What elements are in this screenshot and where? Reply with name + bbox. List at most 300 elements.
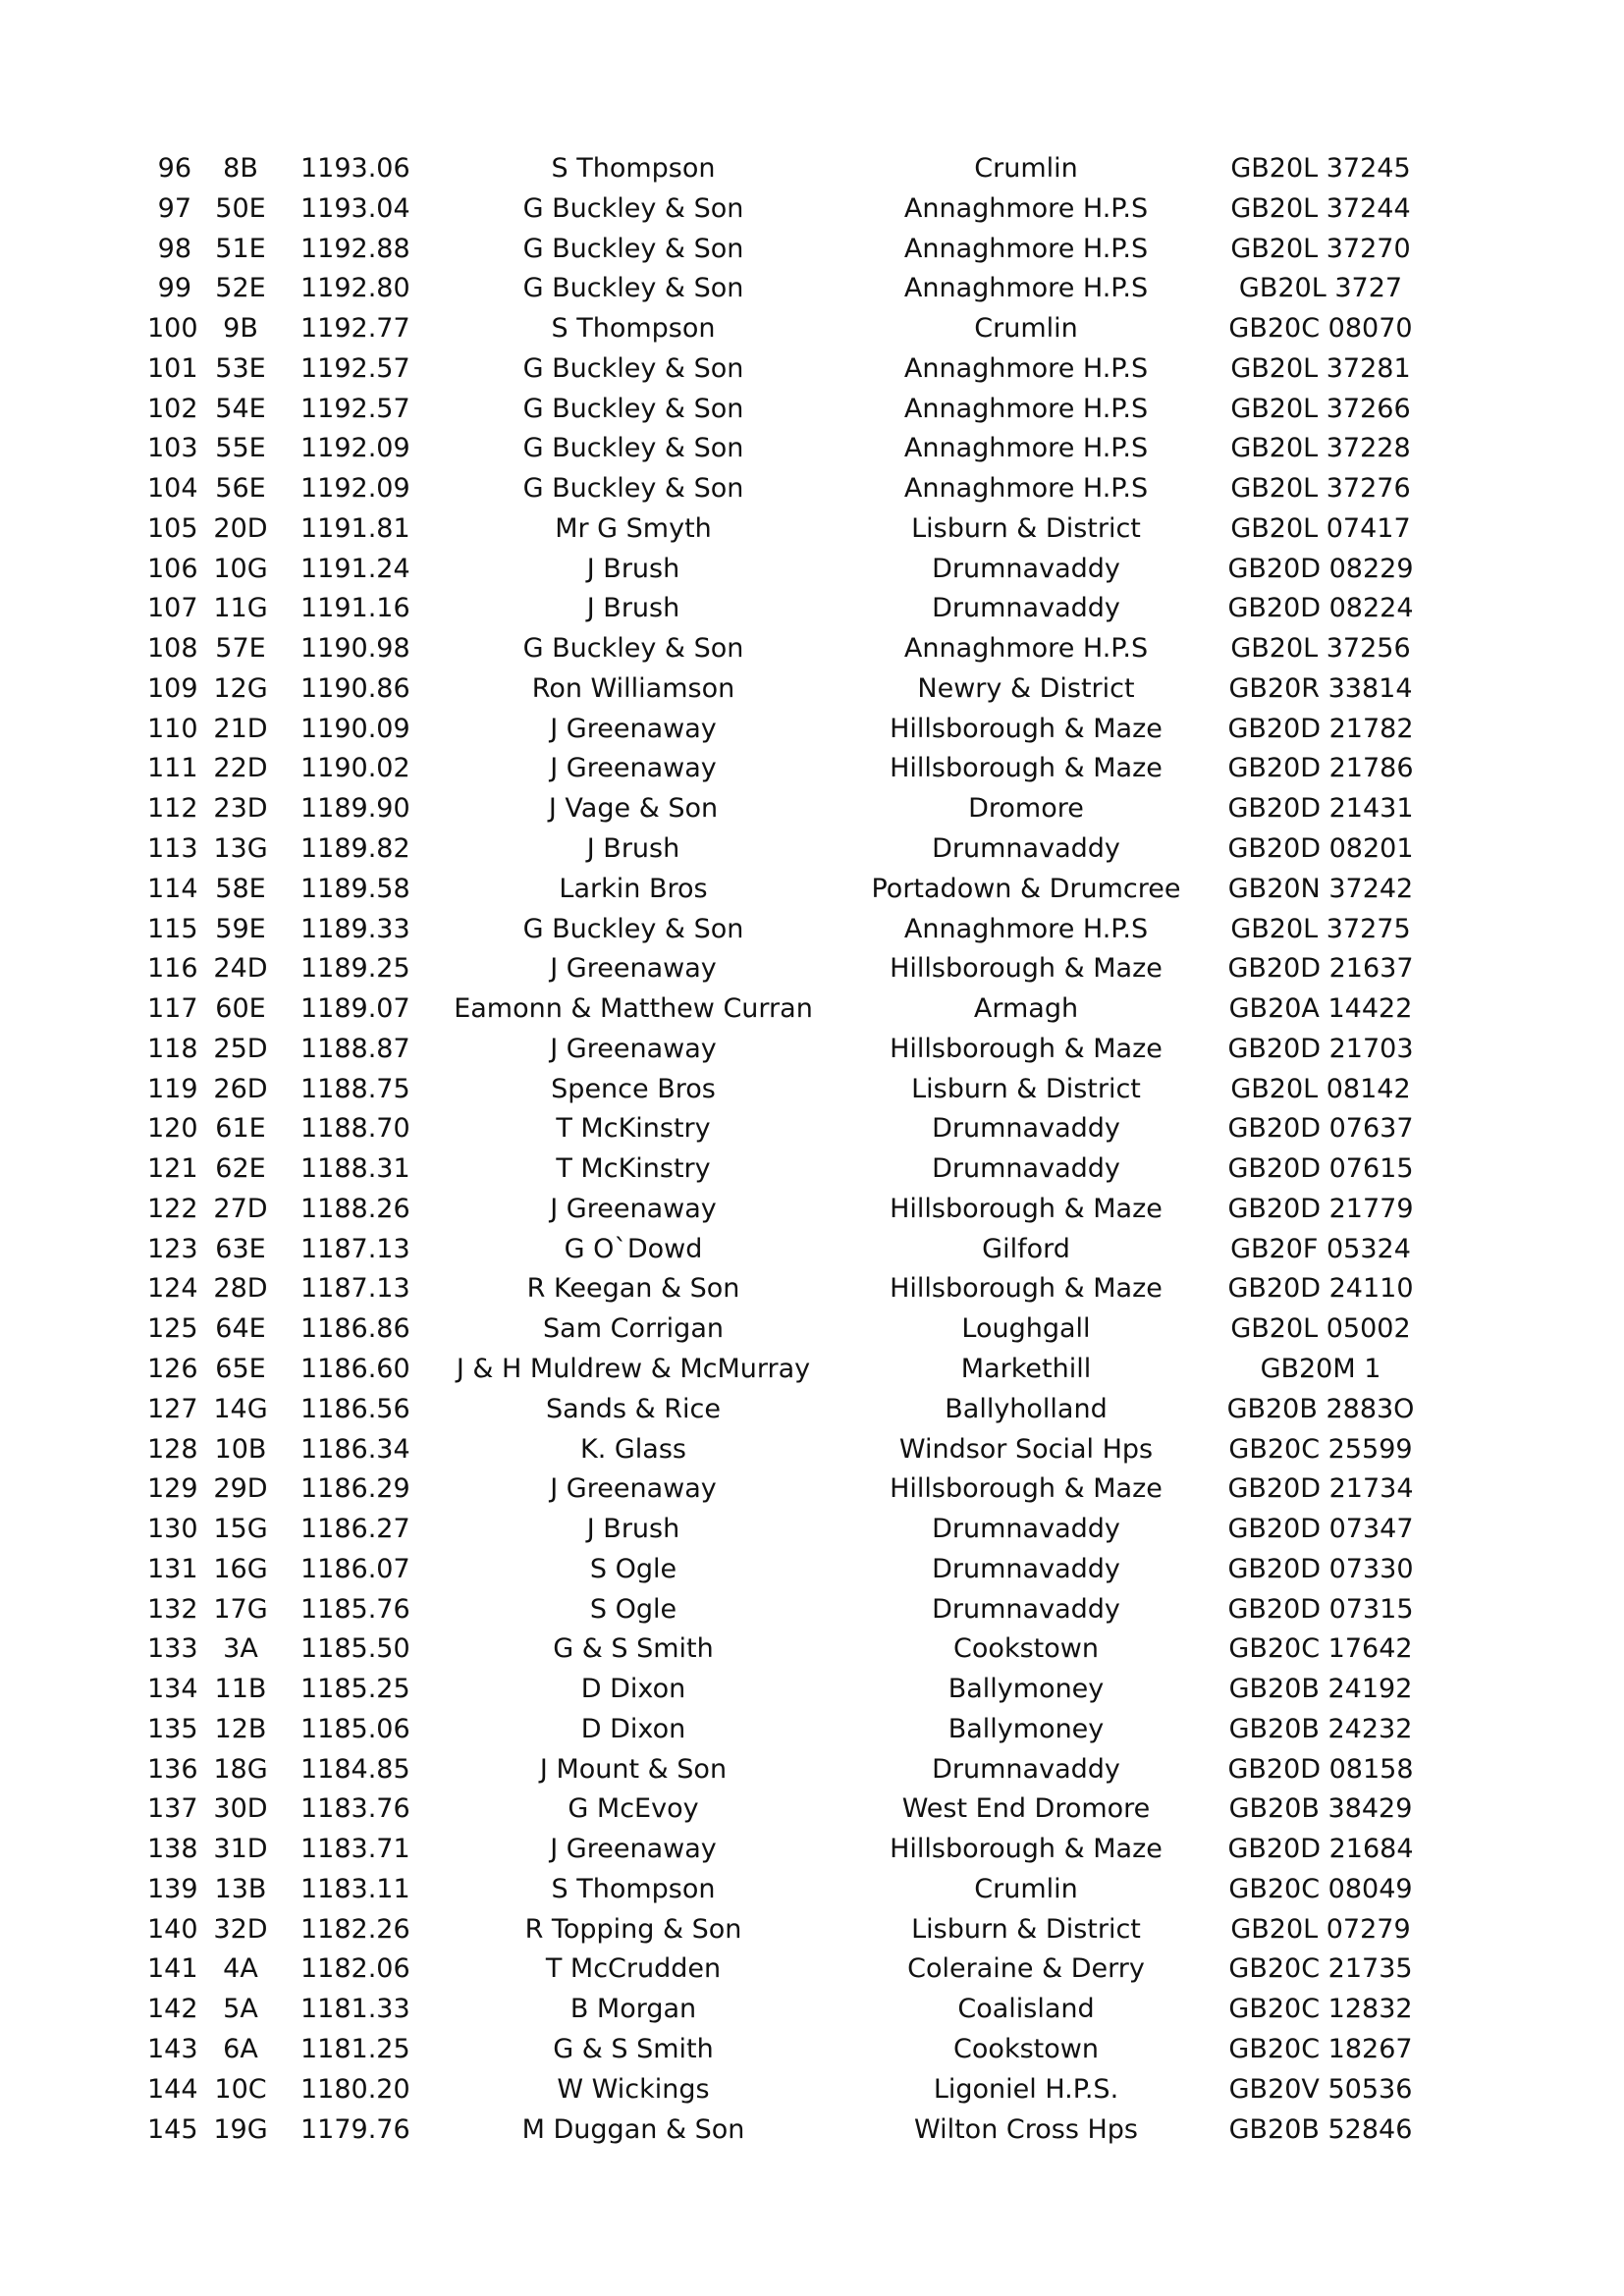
ref-cell: 26D <box>213 1073 268 1104</box>
score-cell: 1180.20 <box>300 2073 410 2105</box>
ref-cell: 55E <box>215 433 266 464</box>
name-cell: Eamonn & Matthew Curran <box>454 993 813 1025</box>
score-cell: 1189.82 <box>300 833 410 865</box>
ring-number-cell: GB20L 3727 <box>1238 273 1403 304</box>
score-cell: 1182.06 <box>300 1953 410 1985</box>
club-cell: Newry & District <box>917 672 1135 704</box>
position-cell: 107 <box>147 593 198 624</box>
score-cell: 1189.25 <box>300 953 410 985</box>
club-cell: Hillsborough & Maze <box>890 1273 1163 1305</box>
club-cell: Cookstown <box>953 1633 1099 1665</box>
ring-number-cell: GB20D 21779 <box>1227 1193 1414 1224</box>
table-row <box>0 949 1624 989</box>
ring-number-cell: GB20D 07615 <box>1227 1153 1414 1185</box>
name-cell: Sands & Rice <box>546 1393 721 1424</box>
score-cell: 1179.76 <box>300 2113 410 2145</box>
table-row <box>0 1109 1624 1149</box>
ref-cell: 11G <box>213 593 268 624</box>
ref-cell: 50E <box>215 192 266 224</box>
name-cell: W Wickings <box>557 2073 710 2105</box>
table-row <box>0 870 1624 910</box>
ring-number-cell: GB20D 08224 <box>1227 593 1414 624</box>
score-cell: 1192.09 <box>300 473 410 505</box>
ring-number-cell: GB20D 08201 <box>1227 833 1414 865</box>
table-row <box>0 789 1624 829</box>
position-cell: 111 <box>147 753 198 784</box>
club-cell: Markethill <box>960 1353 1092 1384</box>
table-row <box>0 149 1624 189</box>
score-cell: 1189.90 <box>300 793 410 825</box>
table-row <box>0 1230 1624 1270</box>
table-row <box>0 2070 1624 2110</box>
ring-number-cell: GB20C 18267 <box>1228 2033 1413 2064</box>
table-row <box>0 1750 1624 1790</box>
position-cell: 126 <box>147 1353 198 1384</box>
results-table <box>0 149 1624 2150</box>
ring-number-cell: GB20L 07417 <box>1230 512 1411 544</box>
position-cell: 125 <box>147 1313 198 1345</box>
table-row <box>0 829 1624 870</box>
score-cell: 1186.86 <box>300 1313 410 1345</box>
name-cell: Sam Corrigan <box>543 1313 724 1345</box>
ref-cell: 6A <box>223 2033 258 2064</box>
name-cell: J Greenaway <box>550 1834 717 1865</box>
club-cell: Annaghmore H.P.S <box>903 913 1149 944</box>
ring-number-cell: GB20L 37275 <box>1230 913 1411 944</box>
ref-cell: 30D <box>213 1793 268 1825</box>
ref-cell: 58E <box>215 873 266 904</box>
position-cell: 108 <box>147 633 198 665</box>
position-cell: 142 <box>147 1994 198 2025</box>
ref-cell: 28D <box>213 1273 268 1305</box>
ring-number-cell: GB20B 24192 <box>1228 1674 1413 1705</box>
position-cell: 134 <box>147 1674 198 1705</box>
table-row <box>0 349 1624 390</box>
ref-cell: 12B <box>214 1713 267 1744</box>
club-cell: Hillsborough & Maze <box>890 1033 1163 1064</box>
ref-cell: 4A <box>223 1953 258 1985</box>
position-cell: 133 <box>147 1633 198 1665</box>
ring-number-cell: GB20L 07279 <box>1230 1913 1411 1945</box>
ring-number-cell: GB20M 1 <box>1260 1353 1381 1384</box>
ring-number-cell: GB20C 17642 <box>1228 1633 1413 1665</box>
ref-cell: 11B <box>214 1674 267 1705</box>
name-cell: G Buckley & Son <box>522 273 744 304</box>
ref-cell: 64E <box>215 1313 266 1345</box>
name-cell: T McKinstry <box>556 1113 711 1145</box>
name-cell: T McKinstry <box>556 1153 711 1185</box>
table-row <box>0 1390 1624 1430</box>
score-cell: 1193.04 <box>300 192 410 224</box>
table-row <box>0 469 1624 509</box>
ring-number-cell: GB20L 37256 <box>1230 633 1411 665</box>
score-cell: 1191.16 <box>300 593 410 624</box>
ring-number-cell: GB20L 37266 <box>1230 393 1411 424</box>
score-cell: 1186.29 <box>300 1473 410 1505</box>
club-cell: Cookstown <box>953 2033 1099 2064</box>
ref-cell: 20D <box>213 512 268 544</box>
name-cell: G & S Smith <box>553 1633 714 1665</box>
club-cell: Hillsborough & Maze <box>890 1473 1163 1505</box>
score-cell: 1193.06 <box>300 153 410 184</box>
ref-cell: 17G <box>213 1593 268 1625</box>
table-row <box>0 1910 1624 1950</box>
ring-number-cell: GB20L 37276 <box>1230 473 1411 505</box>
club-cell: Annaghmore H.P.S <box>903 473 1149 505</box>
table-row <box>0 550 1624 590</box>
ring-number-cell: GB20L 37281 <box>1230 352 1411 384</box>
club-cell: Annaghmore H.P.S <box>903 192 1149 224</box>
table-row <box>0 1070 1624 1110</box>
name-cell: R Keegan & Son <box>526 1273 740 1305</box>
name-cell: G Buckley & Son <box>522 352 744 384</box>
name-cell: J Greenaway <box>550 1033 717 1064</box>
ring-number-cell: GB20V 50536 <box>1228 2073 1413 2105</box>
score-cell: 1191.81 <box>300 512 410 544</box>
ring-number-cell: GB20F 05324 <box>1230 1233 1411 1264</box>
table-row <box>0 1789 1624 1830</box>
ring-number-cell: GB20B 24232 <box>1228 1713 1413 1744</box>
ring-number-cell: GB20D 21786 <box>1227 753 1414 784</box>
table-row <box>0 189 1624 230</box>
name-cell: Spence Bros <box>551 1073 716 1104</box>
ref-cell: 13G <box>213 833 268 865</box>
ref-cell: 52E <box>215 273 266 304</box>
club-cell: Annaghmore H.P.S <box>903 352 1149 384</box>
name-cell: Larkin Bros <box>559 873 708 904</box>
ref-cell: 25D <box>213 1033 268 1064</box>
ring-number-cell: GB20D 24110 <box>1227 1273 1414 1305</box>
table-row <box>0 749 1624 789</box>
ring-number-cell: GB20C 08049 <box>1228 1873 1413 1904</box>
ref-cell: 13B <box>214 1873 267 1904</box>
ref-cell: 14G <box>213 1393 268 1424</box>
table-row <box>0 230 1624 270</box>
club-cell: Annaghmore H.P.S <box>903 233 1149 264</box>
score-cell: 1183.76 <box>300 1793 410 1825</box>
club-cell: Ballymoney <box>947 1713 1105 1744</box>
score-cell: 1192.09 <box>300 433 410 464</box>
club-cell: Annaghmore H.P.S <box>903 393 1149 424</box>
club-cell: Drumnavaddy <box>932 593 1120 624</box>
ref-cell: 10G <box>213 553 268 584</box>
club-cell: Crumlin <box>974 1873 1078 1904</box>
ref-cell: 31D <box>213 1834 268 1865</box>
table-row <box>0 1670 1624 1710</box>
club-cell: Loughgall <box>961 1313 1091 1345</box>
ref-cell: 29D <box>213 1473 268 1505</box>
ref-cell: 63E <box>215 1233 266 1264</box>
position-cell: 101 <box>147 352 198 384</box>
club-cell: Gilford <box>982 1233 1070 1264</box>
table-row <box>0 669 1624 710</box>
club-cell: Drumnavaddy <box>932 553 1120 584</box>
table-row <box>0 1149 1624 1190</box>
score-cell: 1188.31 <box>300 1153 410 1185</box>
ring-number-cell: GB20C 08070 <box>1228 313 1413 345</box>
ring-number-cell: GB20L 37244 <box>1230 192 1411 224</box>
ring-number-cell: GB20L 37245 <box>1230 153 1411 184</box>
ref-cell: 54E <box>215 393 266 424</box>
name-cell: K. Glass <box>580 1433 686 1465</box>
position-cell: 102 <box>147 393 198 424</box>
ref-cell: 59E <box>215 913 266 944</box>
position-cell: 109 <box>147 672 198 704</box>
score-cell: 1192.57 <box>300 352 410 384</box>
ref-cell: 53E <box>215 352 266 384</box>
table-row <box>0 2030 1624 2070</box>
ref-cell: 56E <box>215 473 266 505</box>
name-cell: G Buckley & Son <box>522 633 744 665</box>
ref-cell: 21D <box>213 713 268 744</box>
club-cell: Hillsborough & Maze <box>890 1193 1163 1224</box>
score-cell: 1188.70 <box>300 1113 410 1145</box>
score-cell: 1191.24 <box>300 553 410 584</box>
table-row <box>0 1350 1624 1390</box>
club-cell: Hillsborough & Maze <box>890 1834 1163 1865</box>
table-row <box>0 1710 1624 1750</box>
club-cell: Crumlin <box>974 153 1078 184</box>
name-cell: G Buckley & Son <box>522 393 744 424</box>
ref-cell: 22D <box>213 753 268 784</box>
club-cell: Hillsborough & Maze <box>890 713 1163 744</box>
position-cell: 144 <box>147 2073 198 2105</box>
ring-number-cell: GB20D 07347 <box>1227 1514 1414 1545</box>
club-cell: Lisburn & District <box>911 512 1141 544</box>
position-cell: 131 <box>147 1553 198 1584</box>
position-cell: 116 <box>147 953 198 985</box>
score-cell: 1188.87 <box>300 1033 410 1064</box>
name-cell: Ron Williamson <box>531 672 735 704</box>
table-row <box>0 1269 1624 1309</box>
name-cell: M Duggan & Son <box>521 2113 745 2145</box>
club-cell: Drumnavaddy <box>932 1153 1120 1185</box>
position-cell: 121 <box>147 1153 198 1185</box>
table-row <box>0 1510 1624 1550</box>
name-cell: S Ogle <box>589 1593 677 1625</box>
name-cell: J Greenaway <box>550 1193 717 1224</box>
name-cell: D Dixon <box>580 1713 686 1744</box>
name-cell: J Brush <box>586 553 680 584</box>
score-cell: 1187.13 <box>300 1233 410 1264</box>
score-cell: 1186.07 <box>300 1553 410 1584</box>
table-row <box>0 1870 1624 1910</box>
club-cell: Lisburn & District <box>911 1073 1141 1104</box>
table-row <box>0 1949 1624 1990</box>
score-cell: 1181.25 <box>300 2033 410 2064</box>
club-cell: Annaghmore H.P.S <box>903 433 1149 464</box>
club-cell: Drumnavaddy <box>932 833 1120 865</box>
ref-cell: 9B <box>223 313 258 345</box>
name-cell: J Vage & Son <box>548 793 719 825</box>
name-cell: G Buckley & Son <box>522 473 744 505</box>
position-cell: 114 <box>147 873 198 904</box>
ring-number-cell: GB20D 21734 <box>1227 1473 1414 1505</box>
ring-number-cell: GB20D 07330 <box>1227 1553 1414 1584</box>
ring-number-cell: GB20D 07637 <box>1227 1113 1414 1145</box>
ref-cell: 32D <box>213 1913 268 1945</box>
score-cell: 1190.86 <box>300 672 410 704</box>
position-cell: 110 <box>147 713 198 744</box>
position-cell: 135 <box>147 1713 198 1744</box>
ring-number-cell: GB20L 37270 <box>1230 233 1411 264</box>
position-cell: 117 <box>147 993 198 1025</box>
score-cell: 1189.07 <box>300 993 410 1025</box>
club-cell: Coalisland <box>957 1994 1095 2025</box>
ref-cell: 24D <box>213 953 268 985</box>
club-cell: Drumnavaddy <box>932 1553 1120 1584</box>
name-cell: G & S Smith <box>553 2033 714 2064</box>
score-cell: 1184.85 <box>300 1753 410 1785</box>
ring-number-cell: GB20B 2883O <box>1226 1393 1415 1424</box>
table-row <box>0 429 1624 469</box>
club-cell: Ballymoney <box>947 1674 1105 1705</box>
score-cell: 1186.56 <box>300 1393 410 1424</box>
position-cell: 138 <box>147 1834 198 1865</box>
score-cell: 1185.50 <box>300 1633 410 1665</box>
ref-cell: 15G <box>213 1514 268 1545</box>
name-cell: G McEvoy <box>568 1793 699 1825</box>
table-row <box>0 309 1624 349</box>
position-cell: 103 <box>147 433 198 464</box>
position-cell: 139 <box>147 1873 198 1904</box>
ref-cell: 60E <box>215 993 266 1025</box>
ref-cell: 16G <box>213 1553 268 1584</box>
table-row <box>0 1030 1624 1070</box>
club-cell: Annaghmore H.P.S <box>903 633 1149 665</box>
ref-cell: 18G <box>213 1753 268 1785</box>
ring-number-cell: GB20L 08142 <box>1230 1073 1411 1104</box>
score-cell: 1190.98 <box>300 633 410 665</box>
score-cell: 1186.60 <box>300 1353 410 1384</box>
ref-cell: 23D <box>213 793 268 825</box>
position-cell: 119 <box>147 1073 198 1104</box>
position-cell: 141 <box>147 1953 198 1985</box>
ring-number-cell: GB20D 07315 <box>1227 1593 1414 1625</box>
position-cell: 123 <box>147 1233 198 1264</box>
ring-number-cell: GB20L 37228 <box>1230 433 1411 464</box>
table-row <box>0 589 1624 629</box>
name-cell: T McCrudden <box>545 1953 722 1985</box>
club-cell: Dromore <box>968 793 1084 825</box>
ref-cell: 3A <box>223 1633 258 1665</box>
ring-number-cell: GB20R 33814 <box>1228 672 1413 704</box>
ring-number-cell: GB20D 21782 <box>1227 713 1414 744</box>
name-cell: J Greenaway <box>550 953 717 985</box>
ref-cell: 51E <box>215 233 266 264</box>
ref-cell: 12G <box>213 672 268 704</box>
ref-cell: 27D <box>213 1193 268 1224</box>
table-row <box>0 269 1624 309</box>
ref-cell: 5A <box>223 1994 258 2025</box>
position-cell: 127 <box>147 1393 198 1424</box>
club-cell: Drumnavaddy <box>932 1593 1120 1625</box>
position-cell: 115 <box>147 913 198 944</box>
name-cell: G Buckley & Son <box>522 913 744 944</box>
score-cell: 1190.02 <box>300 753 410 784</box>
club-cell: Hillsborough & Maze <box>890 753 1163 784</box>
score-cell: 1192.77 <box>300 313 410 345</box>
position-cell: 143 <box>147 2033 198 2064</box>
club-cell: Ligoniel H.P.S. <box>933 2073 1119 2105</box>
club-cell: Armagh <box>973 993 1079 1025</box>
name-cell: J & H Muldrew & McMurray <box>456 1353 811 1384</box>
score-cell: 1183.71 <box>300 1834 410 1865</box>
ref-cell: 57E <box>215 633 266 665</box>
table-row <box>0 910 1624 950</box>
score-cell: 1190.09 <box>300 713 410 744</box>
name-cell: S Thompson <box>551 313 716 345</box>
table-row <box>0 1629 1624 1670</box>
position-cell: 96 <box>157 153 191 184</box>
ring-number-cell: GB20B 38429 <box>1228 1793 1413 1825</box>
position-cell: 112 <box>147 793 198 825</box>
position-cell: 130 <box>147 1514 198 1545</box>
ring-number-cell: GB20D 21637 <box>1227 953 1414 985</box>
score-cell: 1186.27 <box>300 1514 410 1545</box>
table-row <box>0 1550 1624 1590</box>
score-cell: 1188.75 <box>300 1073 410 1104</box>
table-row <box>0 1430 1624 1470</box>
score-cell: 1182.26 <box>300 1913 410 1945</box>
table-row <box>0 1830 1624 1870</box>
position-cell: 99 <box>157 273 191 304</box>
name-cell: G O`Dowd <box>564 1233 703 1264</box>
score-cell: 1185.06 <box>300 1713 410 1744</box>
position-cell: 124 <box>147 1273 198 1305</box>
position-cell: 105 <box>147 512 198 544</box>
table-row <box>0 989 1624 1030</box>
score-cell: 1185.25 <box>300 1674 410 1705</box>
name-cell: J Greenaway <box>550 753 717 784</box>
position-cell: 140 <box>147 1913 198 1945</box>
name-cell: Mr G Smyth <box>555 512 712 544</box>
name-cell: J Brush <box>586 593 680 624</box>
ring-number-cell: GB20N 37242 <box>1227 873 1414 904</box>
name-cell: S Thompson <box>551 1873 716 1904</box>
score-cell: 1185.76 <box>300 1593 410 1625</box>
ring-number-cell: GB20D 21431 <box>1227 793 1414 825</box>
ring-number-cell: GB20D 08229 <box>1227 553 1414 584</box>
ref-cell: 10C <box>214 2073 267 2105</box>
club-cell: Lisburn & District <box>911 1913 1141 1945</box>
score-cell: 1189.33 <box>300 913 410 944</box>
position-cell: 98 <box>157 233 191 264</box>
position-cell: 122 <box>147 1193 198 1224</box>
table-row <box>0 1190 1624 1230</box>
position-cell: 100 <box>147 313 198 345</box>
table-row <box>0 710 1624 750</box>
score-cell: 1181.33 <box>300 1994 410 2025</box>
name-cell: D Dixon <box>580 1674 686 1705</box>
name-cell: G Buckley & Son <box>522 233 744 264</box>
score-cell: 1188.26 <box>300 1193 410 1224</box>
name-cell: R Topping & Son <box>524 1913 742 1945</box>
table-row <box>0 509 1624 550</box>
position-cell: 145 <box>147 2113 198 2145</box>
score-cell: 1192.80 <box>300 273 410 304</box>
club-cell: Hillsborough & Maze <box>890 953 1163 985</box>
name-cell: S Ogle <box>589 1553 677 1584</box>
table-row <box>0 1590 1624 1630</box>
club-cell: Drumnavaddy <box>932 1514 1120 1545</box>
name-cell: J Greenaway <box>550 1473 717 1505</box>
club-cell: Wilton Cross Hps <box>913 2113 1138 2145</box>
name-cell: J Greenaway <box>550 713 717 744</box>
ring-number-cell: GB20L 05002 <box>1230 1313 1411 1345</box>
position-cell: 132 <box>147 1593 198 1625</box>
table-row <box>0 2110 1624 2151</box>
